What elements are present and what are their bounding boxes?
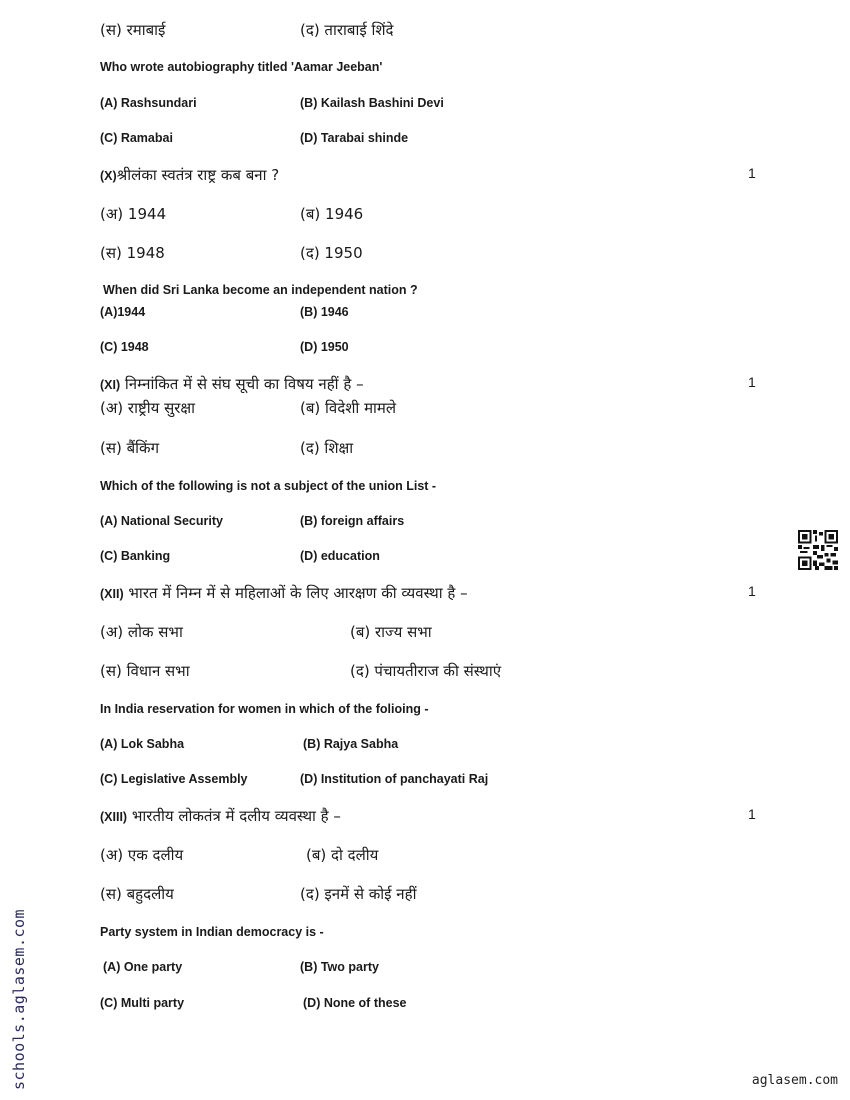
q10-question-hi [0,165,850,191]
q12-options-hi-row1 [0,622,850,648]
q11-options-en-row1 [0,514,850,540]
q10-option-c-en: (C) 1948 [100,340,149,354]
q11-option-c-en: (C) Banking [100,549,171,563]
q11-option-b-en: (B) foreign affairs [300,514,405,528]
q11-options-en-row2 [0,549,850,575]
q12-marks: 1 [748,583,756,599]
q13-option-d-en: (D) None of these [303,996,407,1010]
q10-options-hi-row2 [0,243,850,269]
q13-question-en [0,925,850,951]
q9-option-d-hi: (द) ताराबाई शिंदे [300,21,394,39]
q11-options-hi-row1 [0,398,850,424]
q12-option-d-en: (D) Institution of panchayati Raj [300,772,489,786]
q13-question-hi [0,806,850,832]
q10-options-en-row1 [0,305,850,331]
q9-option-a-en: (A) Rashsundari [100,96,197,110]
q12-option-a-hi: (अ) लोक सभा [100,623,183,641]
q13-option-b-hi: (ब) दो दलीय [306,846,379,864]
q12-number: (XII) [100,587,124,601]
q11-number: (XI) [100,378,121,392]
q10-number: (X) [100,169,117,183]
q12-option-c-en: (C) Legislative Assembly [100,772,248,786]
q9-option-d-en: (D) Tarabai shinde [300,131,409,145]
q13-number: (XIII) [100,810,128,824]
q12-question-hi-text [100,583,468,603]
q10-question-hi-body: श्रीलंका स्वतंत्र राष्ट्र कब बना ? [116,166,280,184]
q11-option-a-hi: (अ) राष्ट्रीय सुरक्षा [100,399,195,417]
q13-options-en-row2 [0,996,850,1022]
q12-option-a-en: (A) Lok Sabha [100,737,185,751]
q13-option-b-en: (B) Two party [300,960,379,974]
q11-option-d-en: (D) education [300,549,380,563]
q9-option-b-en: (B) Kailash Bashini Devi [300,96,444,110]
bottom-watermark: aglasem.com [751,1073,838,1088]
q10-option-a-en: (A)1944 [100,305,146,319]
q10-options-en-row2 [0,340,850,366]
q12-options-en-row1 [0,737,850,763]
q9-options-en-row1 [0,96,850,122]
q12-option-d-hi: (द) पंचायतीराज की संस्थाएं [350,662,502,680]
q11-question-hi [0,374,850,400]
q13-question-hi-text [100,806,341,826]
q12-options-en-row2 [0,772,850,798]
qr-code-icon [798,530,838,570]
q11-question-en-text: Which of the following is not a subject of the union List - [100,479,437,493]
q12-question-en-text: In India reservation for women in which of the folioing - [100,702,429,716]
q11-question-en [0,479,850,505]
q9-option-c-hi: (स) रमाबाई [100,21,166,39]
q10-option-c-hi: (स) 1948 [100,244,165,262]
q12-option-b-hi: (ब) राज्य सभा [350,623,432,641]
q11-question-hi-body: निम्नांकित में से संघ सूची का विषय नहीं है – [124,375,364,393]
q10-option-a-hi: (अ) 1944 [100,205,167,223]
q10-options-hi-row1 [0,204,850,230]
q11-option-c-hi: (स) बैंकिंग [100,439,160,457]
q13-option-d-hi: (द) इनमें से कोई नहीं [300,885,417,903]
q12-options-hi-row2 [0,661,850,687]
q10-question-hi-text [100,165,279,185]
q11-question-hi-text [100,374,364,394]
q10-option-d-hi: (द) 1950 [300,244,363,262]
q9-option-c-en: (C) Ramabai [100,131,173,145]
q13-question-en-text: Party system in Indian democracy is - [100,925,324,939]
q13-options-hi-row1 [0,845,850,871]
q13-option-a-hi: (अ) एक दलीय [100,846,184,864]
q11-option-d-hi: (द) शिक्षा [300,439,354,457]
q13-options-hi-row2 [0,884,850,910]
side-watermark: schools.aglasem.com [10,908,28,1090]
q12-question-hi [0,583,850,609]
q11-option-b-hi: (ब) विदेशी मामले [300,399,397,417]
q9-options-en-row2 [0,131,850,157]
q12-option-c-hi: (स) विधान सभा [100,662,190,680]
q10-question-en-text: When did Sri Lanka become an independent nation ? [103,283,418,297]
q12-question-en [0,702,850,728]
q11-option-a-en: (A) National Security [100,514,223,528]
q11-options-hi-row2 [0,438,850,464]
q13-option-a-en: (A) One party [103,960,183,974]
q13-option-c-en: (C) Multi party [100,996,185,1010]
q9-question-en [0,60,850,86]
q10-option-b-hi: (ब) 1946 [300,205,364,223]
q10-option-d-en: (D) 1950 [300,340,349,354]
q9-options-hi-row2 [0,20,850,46]
q10-option-b-en: (B) 1946 [300,305,349,319]
q9-question-en-text: Who wrote autobiography titled 'Aamar Jeeban' [100,60,383,74]
q13-question-hi-body: भारतीय लोकतंत्र में दलीय व्यवस्था है – [131,807,341,825]
q10-marks: 1 [748,165,756,181]
q12-question-hi-body: भारत में निम्न में से महिलाओं के लिए आरक्षण की व्यवस्था है – [128,584,468,602]
q11-marks: 1 [748,374,756,390]
q13-marks: 1 [748,806,756,822]
q13-option-c-hi: (स) बहुदलीय [100,885,174,903]
q12-option-b-en: (B) Rajya Sabha [303,737,399,751]
q13-options-en-row1 [0,960,850,986]
